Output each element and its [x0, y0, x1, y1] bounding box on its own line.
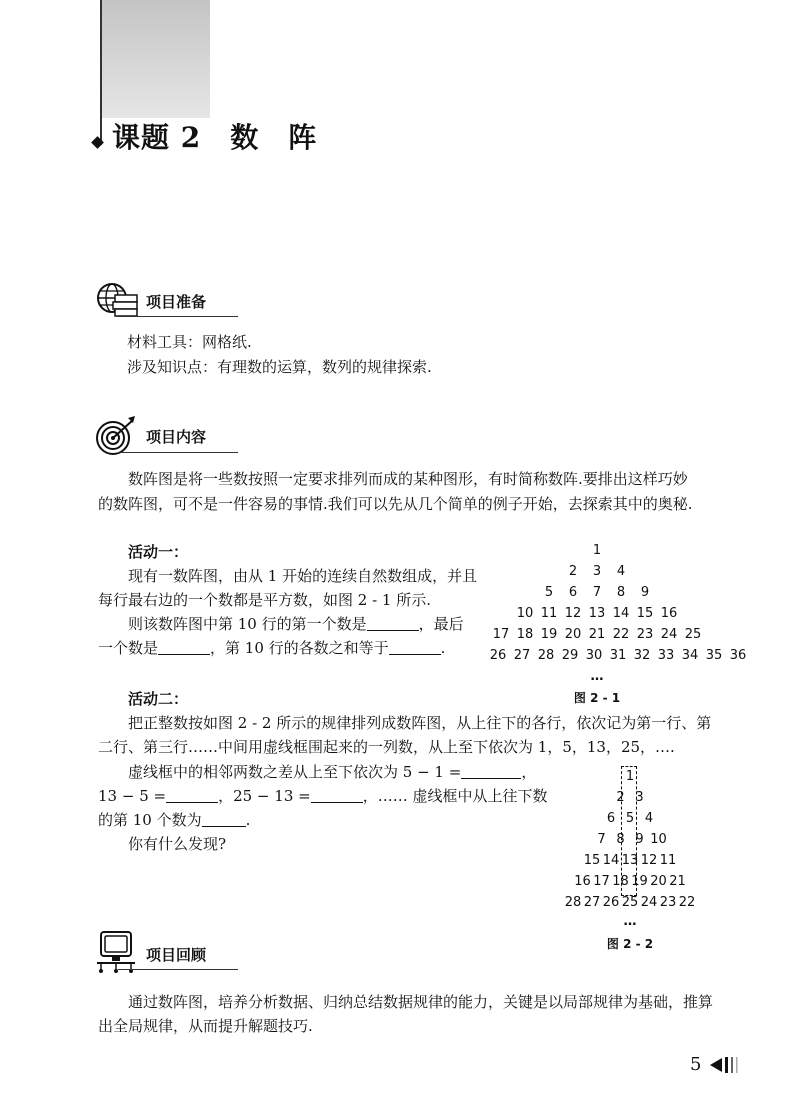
figure2-number: 13	[621, 853, 639, 868]
answer-blank-diff-3[interactable]	[311, 788, 363, 803]
activity2-line-1: 把正整数按如图 2 - 2 所示的规律排列成数阵图，从上往下的各行，依次记为第一行、第	[128, 714, 712, 732]
section-title-prep: 项目准备	[146, 293, 207, 311]
prep-line-materials: 材料工具：网格纸.	[127, 333, 252, 351]
figure1-number: 34	[681, 648, 699, 663]
figure1-row	[486, 561, 708, 582]
figure1-number: 35	[705, 648, 723, 663]
figure2-number: 9	[635, 832, 644, 847]
page-number: 5	[690, 1054, 702, 1075]
figure1-number: 27	[513, 648, 531, 663]
figure1-number: 30	[585, 648, 603, 663]
activity1-line-4-tail: .	[440, 639, 446, 657]
figure1-number: 11	[540, 606, 558, 621]
activity2-line-2: 二行、第三行……中间用虚线框围起来的一列数，从上至下依次为 1，5，13，25，….	[98, 738, 675, 756]
computer-monitor-icon	[95, 930, 139, 970]
figure1-number: 18	[516, 627, 534, 642]
figure2-number: 18	[612, 874, 629, 889]
figure1-number: 31	[609, 648, 627, 663]
figure1-number: 10	[516, 606, 534, 621]
figure2-number: 25	[621, 895, 639, 910]
activity1-line-2: 每行最右边的一个数都是平方数，如图 2 - 1 所示.	[98, 591, 431, 609]
figure2-number: 16	[574, 874, 591, 889]
figure2-number: 3	[635, 790, 644, 805]
answer-blank-diff-1[interactable]	[461, 764, 521, 779]
figure1-number: 26	[489, 648, 507, 663]
figure1-number: 20	[564, 627, 582, 642]
figure1-number: 25	[684, 627, 702, 642]
answer-blank-diff-2[interactable]	[166, 788, 218, 803]
figure1-number: 24	[660, 627, 678, 642]
figure1-number: 17	[492, 627, 510, 642]
review-line-2: 出全局规律，从而提升解题技巧.	[98, 1017, 313, 1035]
figure2-number: 17	[593, 874, 610, 889]
figure1-number: 22	[612, 627, 630, 642]
figure1-row	[486, 624, 708, 645]
figure1-row	[486, 582, 708, 603]
figure2-row	[546, 808, 714, 829]
figure2-number: 15	[583, 853, 601, 868]
figure2-row	[546, 787, 714, 808]
section-title-content: 项目内容	[146, 428, 207, 446]
figure1-number: 28	[537, 648, 555, 663]
figure2-number: 26	[602, 895, 620, 910]
figure1-number: 14	[612, 606, 630, 621]
figure2-number: 6	[606, 811, 616, 826]
figure1-number: 1	[592, 543, 602, 558]
figure2-number: 8	[616, 832, 625, 847]
review-line-1: 通过数阵图，培养分析数据、归纳总结数据规律的能力，关键是以局部规律为基础，推算	[128, 993, 714, 1011]
figure1-number: 2	[568, 564, 578, 579]
activity1-line-3-text: 则该数阵图中第 10 行的第一个数是	[128, 615, 367, 633]
activity1-line-4-text: 一个数是	[98, 639, 159, 657]
activity2-line-3	[128, 760, 536, 785]
answer-blank-row10-sum[interactable]	[389, 640, 441, 655]
figure1-number: 3	[592, 564, 602, 579]
figure2-row	[546, 829, 714, 850]
figure1-number: 21	[588, 627, 606, 642]
header-decoration-band	[100, 0, 210, 118]
activity2-line-3-text: 虚线框中的相邻两数之差从上至下依次为 5 − 1 =	[128, 763, 462, 781]
page-marker-icon	[708, 1055, 742, 1079]
figure2-number: 7	[597, 832, 606, 847]
figure1-number: 19	[540, 627, 558, 642]
globe-books-icon	[95, 280, 139, 320]
figure2-number: 19	[631, 874, 648, 889]
section-rule-content	[118, 452, 238, 453]
figure1-row	[486, 645, 747, 666]
activity1-line-4	[98, 636, 445, 661]
figure1-number: 13	[588, 606, 606, 621]
figure2-number: 12	[640, 853, 658, 868]
figure2-number: 4	[644, 811, 654, 826]
content-intro-line-1: 数阵图是将一些数按照一定要求排列而成的某种图形，有时简称数阵.要排出这样巧妙	[128, 470, 688, 488]
activity2-line-5	[98, 808, 250, 833]
figure1-number: 15	[636, 606, 654, 621]
section-rule-prep	[118, 316, 238, 317]
content-intro-line-2: 的数阵图，可不是一件容易的事情.我们可以先从几个简单的例子开始，去探索其中的奥秘.	[98, 495, 693, 513]
answer-blank-tenth-number[interactable]	[202, 812, 246, 827]
figure1-number: 32	[633, 648, 651, 663]
figure1-number: 6	[568, 585, 578, 600]
prep-line-knowledge: 涉及知识点：有理数的运算，数列的规律探索.	[127, 358, 432, 376]
figure1-number: 8	[616, 585, 626, 600]
activity2-line-4-mid: ，25 − 13 =	[218, 787, 311, 805]
figure2-number: 14	[602, 853, 620, 868]
figure2-row	[546, 766, 714, 787]
figure2-row	[546, 871, 714, 892]
activity2-heading: 活动二：	[128, 690, 189, 708]
activity2-line-4-text: 13 − 5 =	[98, 787, 167, 805]
figure2-number: 28	[564, 895, 582, 910]
figure1-number: 12	[564, 606, 582, 621]
figure1-number: 7	[592, 585, 602, 600]
figure2-row	[546, 850, 714, 871]
figure2-number: 1	[625, 769, 635, 784]
figure2-row	[546, 892, 714, 913]
target-arrow-icon	[95, 414, 139, 454]
figure1-number: 36	[729, 648, 747, 663]
answer-blank-row10-last[interactable]	[158, 640, 210, 655]
figure1-number: 23	[636, 627, 654, 642]
activity2-line-3-tail: ，	[521, 763, 537, 781]
figure1-number: 5	[544, 585, 554, 600]
figure1-number: 9	[640, 585, 650, 600]
figure2-number: 21	[669, 874, 686, 889]
figure1-number: 4	[616, 564, 626, 579]
figure2-number: 20	[650, 874, 667, 889]
figure2-number: 22	[678, 895, 696, 910]
activity2-line-5-text: 的第 10 个数为	[98, 811, 202, 829]
figure1-caption: 图 2 - 1	[573, 691, 621, 705]
figure2-number: 2	[616, 790, 625, 805]
figure1-number: 33	[657, 648, 675, 663]
header-vertical-rule	[100, 0, 102, 145]
figure2-ellipsis: …	[623, 914, 637, 929]
figure1-row	[486, 540, 708, 561]
figure2-number: 11	[659, 853, 677, 868]
figure1-number: 29	[561, 648, 579, 663]
activity1-line-3-tail: ，最后	[418, 615, 464, 633]
figure2-number: 27	[583, 895, 601, 910]
activity2-line-5-tail: .	[245, 811, 251, 829]
figure-2-1	[486, 540, 747, 706]
figure2-number: 24	[640, 895, 658, 910]
figure2-number: 10	[650, 832, 667, 847]
figure1-ellipsis: …	[590, 669, 604, 684]
activity1-line-4-mid: ，第 10 行的各数之和等于	[210, 639, 389, 657]
section-title-review: 项目回顾	[146, 946, 207, 964]
section-rule-review	[118, 969, 238, 970]
activity2-line-6: 你有什么发现?	[128, 835, 227, 853]
page-title: 课题 2 数 阵	[112, 121, 318, 154]
activity1-line-1: 现有一数阵图，由从 1 开始的连续自然数组成，并且	[128, 567, 478, 585]
figure2-number: 5	[625, 811, 635, 826]
activity1-line-3	[128, 612, 464, 637]
figure2-number: 23	[659, 895, 677, 910]
activity2-line-4-tail: ，…… 虚线框中从上往下数	[362, 787, 548, 805]
answer-blank-row10-first[interactable]	[367, 616, 419, 631]
activity1-heading: 活动一：	[128, 543, 189, 561]
figure2-caption: 图 2 - 2	[606, 937, 654, 951]
figure1-number: 16	[660, 606, 678, 621]
activity2-line-4	[98, 784, 547, 809]
figure1-row	[486, 603, 708, 624]
figure-2-2	[546, 766, 714, 952]
